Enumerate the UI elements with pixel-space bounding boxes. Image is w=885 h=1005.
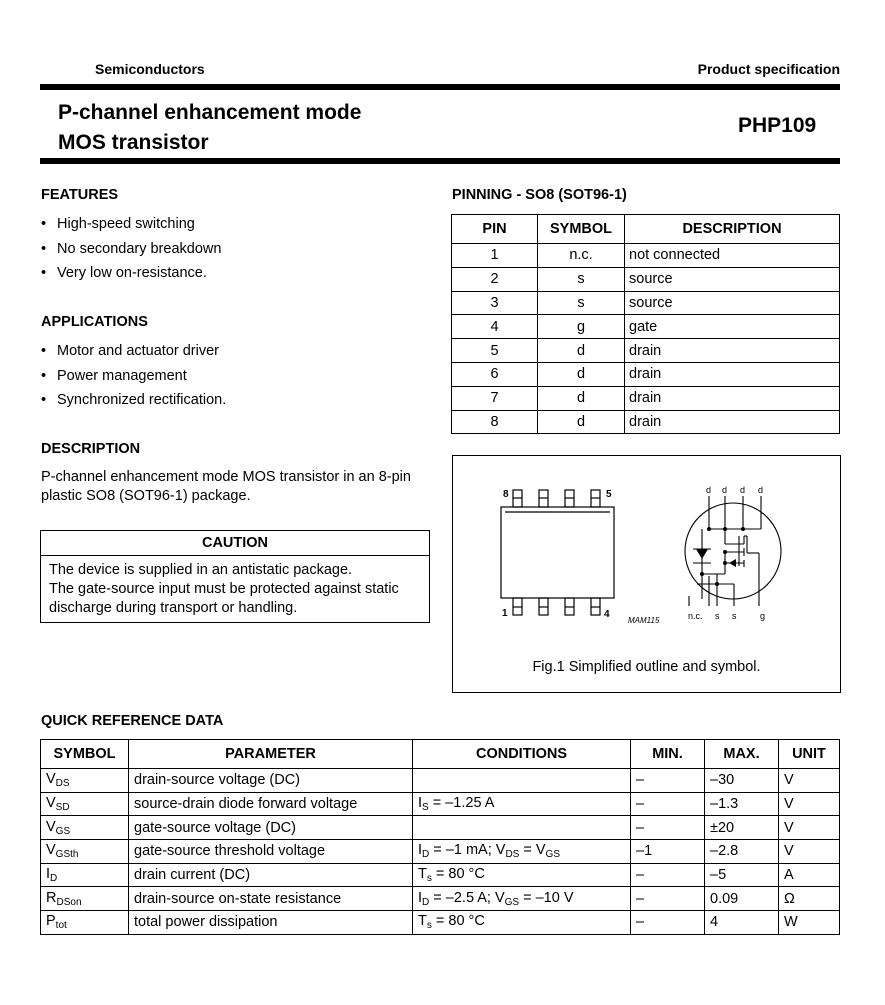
pin-description: source: [625, 267, 840, 291]
junction-dot: [723, 561, 727, 565]
max-cell: 4: [705, 911, 779, 935]
column-header-max: MAX.: [705, 740, 779, 769]
table-row: [41, 816, 840, 840]
symbol-cell: [41, 863, 129, 887]
figure-code: MAM115: [628, 616, 660, 625]
condition-text: = –1.25 A: [428, 795, 495, 812]
top-rule: [40, 84, 840, 90]
condition-subscript: GS: [504, 896, 520, 908]
symbol-cell: [41, 840, 129, 864]
channel-arrow-icon: [729, 559, 736, 567]
junction-dot: [741, 527, 745, 531]
table-row: [452, 362, 840, 386]
pin-symbol: g: [538, 315, 625, 339]
condition-subscript: D: [422, 896, 430, 908]
pin-description: not connected: [625, 244, 840, 268]
conditions-cell: [413, 887, 631, 911]
symbol-subscript: SD: [55, 802, 70, 814]
pin-description: drain: [625, 386, 840, 410]
condition-text: = 80 °C: [431, 866, 485, 883]
column-header-parameter: PARAMETER: [129, 740, 413, 769]
symbol-cell: [41, 792, 129, 816]
parameter-cell: gate-source threshold voltage: [129, 840, 413, 864]
symbol-cell: [41, 911, 129, 935]
symbol-letter: V: [46, 795, 56, 812]
title-line-2: MOS transistor: [58, 131, 209, 154]
min-cell: –1: [631, 840, 705, 864]
pin-symbol: s: [538, 291, 625, 315]
pin-description: gate: [625, 315, 840, 339]
parameter-cell: total power dissipation: [129, 911, 413, 935]
condition-text: I: [418, 842, 423, 859]
parameter-cell: source-drain diode forward voltage: [129, 792, 413, 816]
pin-description: drain: [625, 362, 840, 386]
drain-label: d: [722, 485, 728, 495]
table-row: [41, 840, 840, 864]
description-text: [41, 468, 441, 506]
symbol-subscript: GSth: [55, 849, 79, 861]
table-row: [452, 410, 840, 434]
max-cell: –1.3: [705, 792, 779, 816]
table-row: [452, 339, 840, 363]
caution-line-3: discharge during transport or handling.: [49, 600, 298, 616]
junction-dot: [723, 550, 727, 554]
table-row: [452, 291, 840, 315]
condition-subscript: DS: [505, 849, 520, 861]
table-row: [452, 386, 840, 410]
title-rule: [40, 158, 840, 164]
document-title: [58, 98, 361, 158]
symbol-subscript: DS: [55, 778, 70, 790]
pin-number: 6: [452, 362, 538, 386]
pin-symbol: s: [538, 267, 625, 291]
drain-label: d: [740, 485, 746, 495]
parameter-cell: gate-source voltage (DC): [129, 816, 413, 840]
condition-subscript: GS: [545, 849, 560, 861]
caution-body: [41, 556, 429, 618]
max-cell: –30: [705, 769, 779, 793]
conditions-cell: [413, 840, 631, 864]
source-label: s: [732, 611, 737, 621]
symbol-cell: [41, 816, 129, 840]
symbol-letter: P: [46, 913, 56, 930]
conditions-cell: [413, 863, 631, 887]
pin-number: 7: [452, 386, 538, 410]
max-cell: ±20: [705, 816, 779, 840]
description-line-2: plastic SO8 (SOT96-1) package.: [41, 488, 251, 504]
caution-line-2: The gate-source input must be protected against static: [49, 581, 399, 597]
outline-and-symbol-diagram: [453, 456, 840, 692]
qrd-body: [41, 769, 840, 935]
quick-reference-table: [40, 739, 840, 935]
condition-text: = 80 °C: [431, 913, 485, 930]
table-row: [41, 863, 840, 887]
gate-label: g: [760, 611, 766, 621]
figure-caption: Fig.1 Simplified outline and symbol.: [532, 659, 761, 675]
condition-subscript: s: [426, 920, 432, 932]
condition-text: T: [418, 913, 427, 930]
list-item: • Synchronized rectification.: [41, 392, 226, 417]
part-number: PHP109: [738, 114, 817, 137]
condition-text: I: [418, 889, 423, 906]
column-header-unit: UNIT: [779, 740, 840, 769]
applications-heading: APPLICATIONS: [41, 314, 148, 330]
junction-dot: [715, 582, 719, 586]
pin-description: source: [625, 291, 840, 315]
min-cell: –: [631, 887, 705, 911]
parameter-cell: drain-source voltage (DC): [129, 769, 413, 793]
condition-text: = –1 mA; V: [429, 842, 506, 859]
pin-label-8: 8: [503, 489, 509, 500]
caution-box: [40, 530, 430, 623]
table-row: [41, 792, 840, 816]
features-list: [41, 216, 221, 290]
junction-dot: [700, 572, 704, 576]
caution-line-1: The device is supplied in an antistatic package.: [49, 562, 353, 578]
unit-cell: A: [779, 863, 840, 887]
table-row: [452, 315, 840, 339]
symbol-subscript: D: [50, 873, 58, 885]
pin-symbol: n.c.: [538, 244, 625, 268]
pin-number: 5: [452, 339, 538, 363]
drain-label: d: [758, 485, 764, 495]
min-cell: –: [631, 863, 705, 887]
pin-number: 2: [452, 267, 538, 291]
column-header-symbol: SYMBOL: [538, 215, 625, 244]
pin-label-5: 5: [606, 489, 612, 500]
symbol-letter: I: [46, 866, 51, 883]
pin-description: drain: [625, 339, 840, 363]
unit-cell: V: [779, 769, 840, 793]
pin-symbol: d: [538, 410, 625, 434]
condition-text: = –10 V: [519, 889, 574, 906]
max-cell: –2.8: [705, 840, 779, 864]
max-cell: –5: [705, 863, 779, 887]
min-cell: –: [631, 911, 705, 935]
column-header-symbol: SYMBOL: [41, 740, 129, 769]
description-heading: DESCRIPTION: [41, 441, 141, 457]
list-item: • High-speed switching: [41, 216, 221, 241]
pin-description: drain: [625, 410, 840, 434]
unit-cell: V: [779, 840, 840, 864]
pinning-table: [451, 214, 840, 434]
condition-subscript: s: [426, 873, 432, 885]
symbol-subscript: DSon: [56, 896, 82, 908]
condition-subscript: D: [422, 849, 430, 861]
header-right: Product specification: [697, 61, 840, 77]
list-item: • Power management: [41, 368, 226, 393]
column-header-conditions: CONDITIONS: [413, 740, 631, 769]
unit-cell: V: [779, 792, 840, 816]
caution-heading: CAUTION: [41, 531, 429, 556]
pin-number: 3: [452, 291, 538, 315]
features-heading: FEATURES: [41, 187, 119, 203]
condition-text: T: [418, 866, 427, 883]
symbol-letter: V: [46, 771, 56, 788]
condition-subscript: S: [422, 802, 429, 814]
title-line-1: P-channel enhancement mode: [58, 101, 362, 124]
pin-symbol: d: [538, 339, 625, 363]
list-item: • No secondary breakdown: [41, 241, 221, 266]
min-cell: –: [631, 816, 705, 840]
column-header-pin: PIN: [452, 215, 538, 244]
unit-cell: W: [779, 911, 840, 935]
list-item: • Very low on-resistance.: [41, 265, 221, 290]
table-row: [41, 769, 840, 793]
symbol-letter: V: [46, 842, 56, 859]
description-line-1: P-channel enhancement mode MOS transistor in an 8-pin: [41, 469, 411, 485]
table-row: [452, 244, 840, 268]
condition-text: I: [418, 795, 423, 812]
min-cell: –: [631, 769, 705, 793]
max-cell: 0.09: [705, 887, 779, 911]
symbol-letter: R: [46, 889, 57, 906]
qrd-heading: QUICK REFERENCE DATA: [41, 713, 224, 729]
conditions-cell: [413, 769, 631, 793]
condition-text: = –2.5 A; V: [429, 889, 505, 906]
junction-dot: [707, 527, 711, 531]
pin-symbol: d: [538, 386, 625, 410]
conditions-cell: [413, 911, 631, 935]
condition-text: = V: [519, 842, 546, 859]
column-header-min: MIN.: [631, 740, 705, 769]
conditions-cell: [413, 792, 631, 816]
symbol-letter: V: [46, 818, 56, 835]
pin-label-1: 1: [502, 608, 508, 619]
header-left: Semiconductors: [95, 61, 205, 77]
table-row: [41, 911, 840, 935]
pin-number: 8: [452, 410, 538, 434]
symbol-subscript: tot: [55, 920, 67, 932]
min-cell: –: [631, 792, 705, 816]
figure-box: [452, 455, 841, 693]
applications-list: [41, 343, 226, 417]
pin-number: 1: [452, 244, 538, 268]
table-row: [452, 267, 840, 291]
unit-cell: V: [779, 816, 840, 840]
nc-label: n.c.: [688, 611, 703, 621]
pinning-heading: PINNING - SO8 (SOT96-1): [452, 187, 627, 203]
unit-cell: Ω: [779, 887, 840, 911]
package-outline: [501, 490, 614, 615]
column-header-description: DESCRIPTION: [625, 215, 840, 244]
symbol-cell: [41, 887, 129, 911]
pin-number: 4: [452, 315, 538, 339]
source-label: s: [715, 611, 720, 621]
drain-label: d: [706, 485, 712, 495]
symbol-cell: [41, 769, 129, 793]
parameter-cell: drain current (DC): [129, 863, 413, 887]
table-row: [41, 887, 840, 911]
pin-label-4: 4: [604, 609, 610, 620]
diode-arrow-icon: [696, 549, 708, 559]
symbol-subscript: GS: [55, 825, 71, 837]
conditions-cell: [413, 816, 631, 840]
parameter-cell: drain-source on-state resistance: [129, 887, 413, 911]
pin-symbol: d: [538, 362, 625, 386]
junction-dot: [723, 527, 727, 531]
list-item: • Motor and actuator driver: [41, 343, 226, 368]
